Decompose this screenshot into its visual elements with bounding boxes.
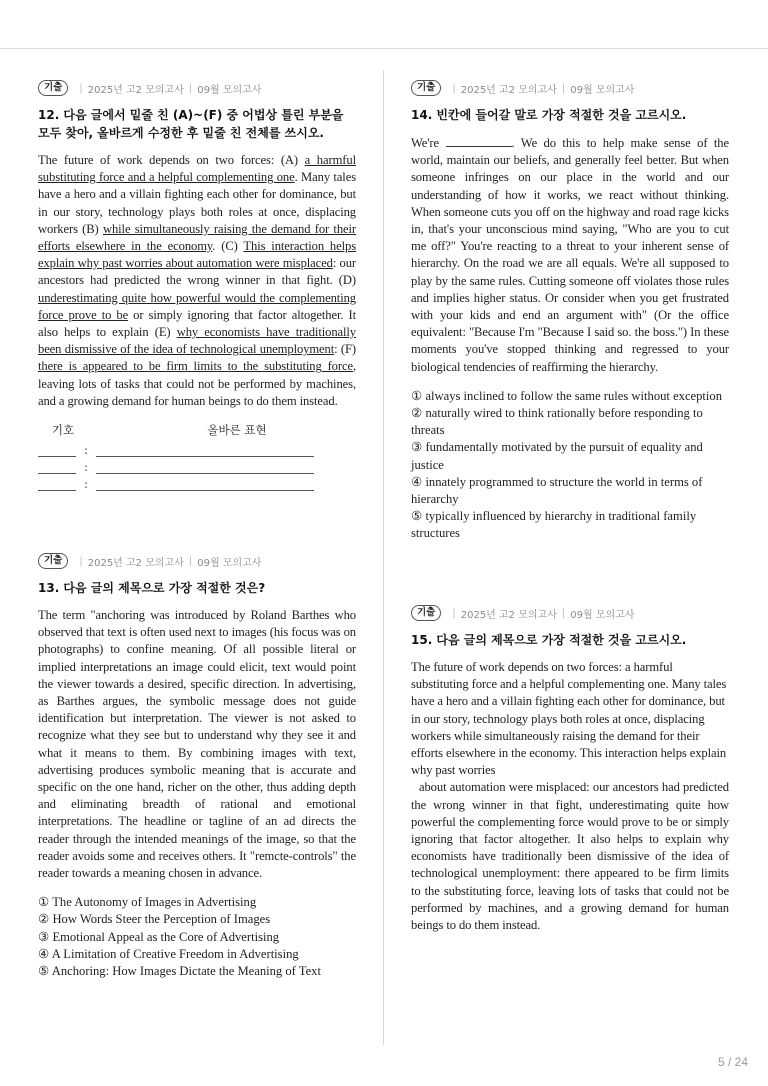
answer-table-header — [38, 422, 356, 440]
question-meta: 기출 | 2025년 고2 모의고사 | 09월 모의고사 — [411, 80, 729, 96]
exam-year: 2025년 고2 모의고사 — [87, 84, 184, 96]
underline-b: while simultaneously raising the demand for their efforts elsewhere in the economy — [38, 221, 356, 254]
passage: The term "anchoring was introduced by Roland Barthes who observed that text is often used next to images (his focus was on photographs) to confine meaning. Of all possible literal or implied interpretations an image could elicit, text would point the viewer towards a desired, specific direction. In advertising, as Barthes argues, the symbolic message does not guide identification but interpretation. The viewer is not asked to recognize what they see but to understand why they see it and what it means to them. By combining images with text, advertising produces symbolic meaning that is accurate and specific on the one hand, richer on the other, thus adding depth and eliminating breadth of rational and emotional interpretations. The headline or tagline of an ad directs the reader through the intended meanings of the image, so that the reader avoids some and receives others. It "remcte-controls" the reader towards a meaning chosen in advance. — [38, 608, 356, 881]
expression-blank[interactable] — [96, 444, 314, 457]
answer-row[interactable]: : — [38, 474, 356, 491]
passage-part-2: about automation were misplaced: our ancestors had predicted the wrong winner in that fight, underestimating quite how powerful the complementing force would prove to be or simply ignoring that factor altogether. It also helps to explain why economists have traditionally been dismissive of the idea of technological unemployment: there appeared to be firm limits to the substituting force, leaving lots of tasks that could not be performed by machines, and a growing demand for human beings to do them instead. — [411, 780, 729, 933]
question-meta: 기출 | 2025년 고2 모의고사 | 09월 모의고사 — [38, 553, 356, 569]
header-divider — [0, 48, 768, 49]
passage-part-1: The future of work depends on two forces: a harmful substituting force and a helpful complementing one. Many tales have a hero and a villain fighting each other for dominance, but in our story, technology plays both roles at once, displacing workers while simultaneously raising the demand for their efforts elsewhere in the economy. This interaction helps explain why past worries — [411, 660, 727, 778]
underline-c: This interaction helps explain why past worries about automation were misplaced — [38, 239, 357, 271]
choice-3[interactable]: ③ fundamentally motivated by the pursuit of equality and justice — [411, 440, 703, 472]
answer-row[interactable]: : — [38, 440, 356, 457]
column-divider — [383, 70, 384, 1045]
exam-month: 09월 모의고사 — [197, 557, 262, 569]
choice-list — [411, 388, 729, 543]
choice-3[interactable]: ③ Emotional Appeal as the Core of Advertising — [38, 929, 280, 944]
underline-a: a harmful substituting force and a helpful complementing one — [38, 153, 356, 185]
exam-year: 2025년 고2 모의고사 — [87, 557, 184, 569]
exam-tag: 기출 — [38, 80, 68, 96]
question-15 — [411, 605, 729, 934]
question-14 — [411, 80, 729, 543]
choice-4[interactable]: ④ A Limitation of Creative Freedom in Advertising — [38, 946, 299, 961]
exam-month: 09월 모의고사 — [197, 84, 262, 96]
answer-blank — [446, 134, 512, 147]
underline-d: underestimating quite how powerful would the complementing force prove to be — [38, 290, 356, 322]
question-13 — [38, 553, 356, 980]
choice-1[interactable]: ① The Autonomy of Images in Advertising — [38, 895, 257, 910]
choice-2[interactable]: ② naturally wired to think rationally before responding to threats — [411, 406, 703, 438]
choice-1[interactable]: ① always inclined to follow the same rules without exception — [411, 388, 723, 403]
exam-year: 2025년 고2 모의고사 — [460, 609, 557, 621]
choice-list — [38, 894, 356, 980]
exam-month: 09월 모의고사 — [570, 609, 635, 621]
question-title: 12. 다음 글에서 밑줄 친 (A)~(F) 중 어법상 틀린 부분을 모두 찾아, 올바르게 수정한 후 밑줄 친 전체를 쓰시오. — [38, 108, 344, 140]
choice-5[interactable]: ⑤ typically influenced by hierarchy in traditional family structures — [411, 509, 697, 541]
passage — [411, 659, 729, 934]
passage: The future of work depends on two forces: (A) a harmful substituting force and a helpful complementing one. Many tales have a hero and a villain fighting each other for dominance, but in our story, technology plays both roles at once, displacing workers (B) while simultaneously raising the demand for their efforts elsewhere in the economy. (C) This interaction helps explain why past worries about automation were misplaced: our ancestors had predicted the wrong winner in that fight. (D) underestimating quite how powerful would the complementing force prove to be or simply ignoring that factor altogether. It also helps to explain (E) why economists have traditionally been dismissive of the idea of technological unemployment: (F) there is appeared to be firm limits to the substituting force, leaving lots of tasks that could not be performed by machines, and a growing demand for human beings to do them instead. — [38, 153, 357, 408]
question-meta: 기출 | 2025년 고2 모의고사 | 09월 모의고사 — [411, 605, 729, 621]
question-title: 15. 다음 글의 제목으로 가장 적절한 것을 고르시오. — [411, 633, 687, 647]
exam-tag: 기출 — [411, 605, 441, 621]
choice-2[interactable]: ② How Words Steer the Perception of Images — [38, 912, 271, 927]
answer-row[interactable]: : — [38, 457, 356, 474]
passage: We're . We do this to help make sense of the world, maintain our beliefs, and generally feel better. But when someone infringes on our place in the world and our understanding of how it works, we react without thinking. When someone cuts you off on the highway and road rage kicks in, that's your unconscious mind saying, "Who are you to cut me off?" You're reacting to a threat to your inherent sense of hierarchy. On the road we are all equals. We're all supposed to play by the same rules. Cutting someone off violates those rules and implies higher status. Or consider when you get frustrated with your kids and end an argument with" (Or the office equivalent: "Because I'm "Because I said so. the boss.") In these moments you've stopped thinking and regressed to your biological tendencies of reaffirming the hierarchy. — [411, 136, 729, 374]
expression-blank[interactable] — [96, 478, 314, 491]
question-title: 13. 다음 글의 제목으로 가장 적절한 것은? — [38, 581, 266, 595]
exam-tag: 기출 — [411, 80, 441, 96]
col-symbol: 기호 — [51, 423, 75, 438]
exam-year: 2025년 고2 모의고사 — [460, 84, 557, 96]
page-number: 5 / 24 — [717, 1055, 748, 1069]
exam-tag: 기출 — [38, 553, 68, 569]
question-12 — [38, 80, 356, 491]
question-title: 14. 빈칸에 들어갈 말로 가장 적절한 것을 고르시오. — [411, 108, 687, 122]
choice-4[interactable]: ④ innately programmed to structure the world in terms of hierarchy — [411, 474, 703, 507]
underline-f: there is appeared to be firm limits to the substituting force — [38, 359, 353, 374]
question-meta: 기출 | 2025년 고2 모의고사 | 09월 모의고사 — [38, 80, 356, 96]
expression-blank[interactable] — [96, 461, 314, 474]
symbol-blank[interactable] — [38, 444, 76, 457]
symbol-blank[interactable] — [38, 461, 76, 474]
exam-month: 09월 모의고사 — [570, 84, 635, 96]
underline-e: why economists have traditionally been dismissive of the idea of technological unemployment — [38, 325, 356, 357]
answer-table — [38, 422, 356, 491]
symbol-blank[interactable] — [38, 478, 76, 491]
col-correct-expression: 올바른 표현 — [207, 423, 267, 438]
choice-5[interactable]: ⑤ Anchoring: How Images Dictate the Meaning of Text — [38, 964, 321, 979]
